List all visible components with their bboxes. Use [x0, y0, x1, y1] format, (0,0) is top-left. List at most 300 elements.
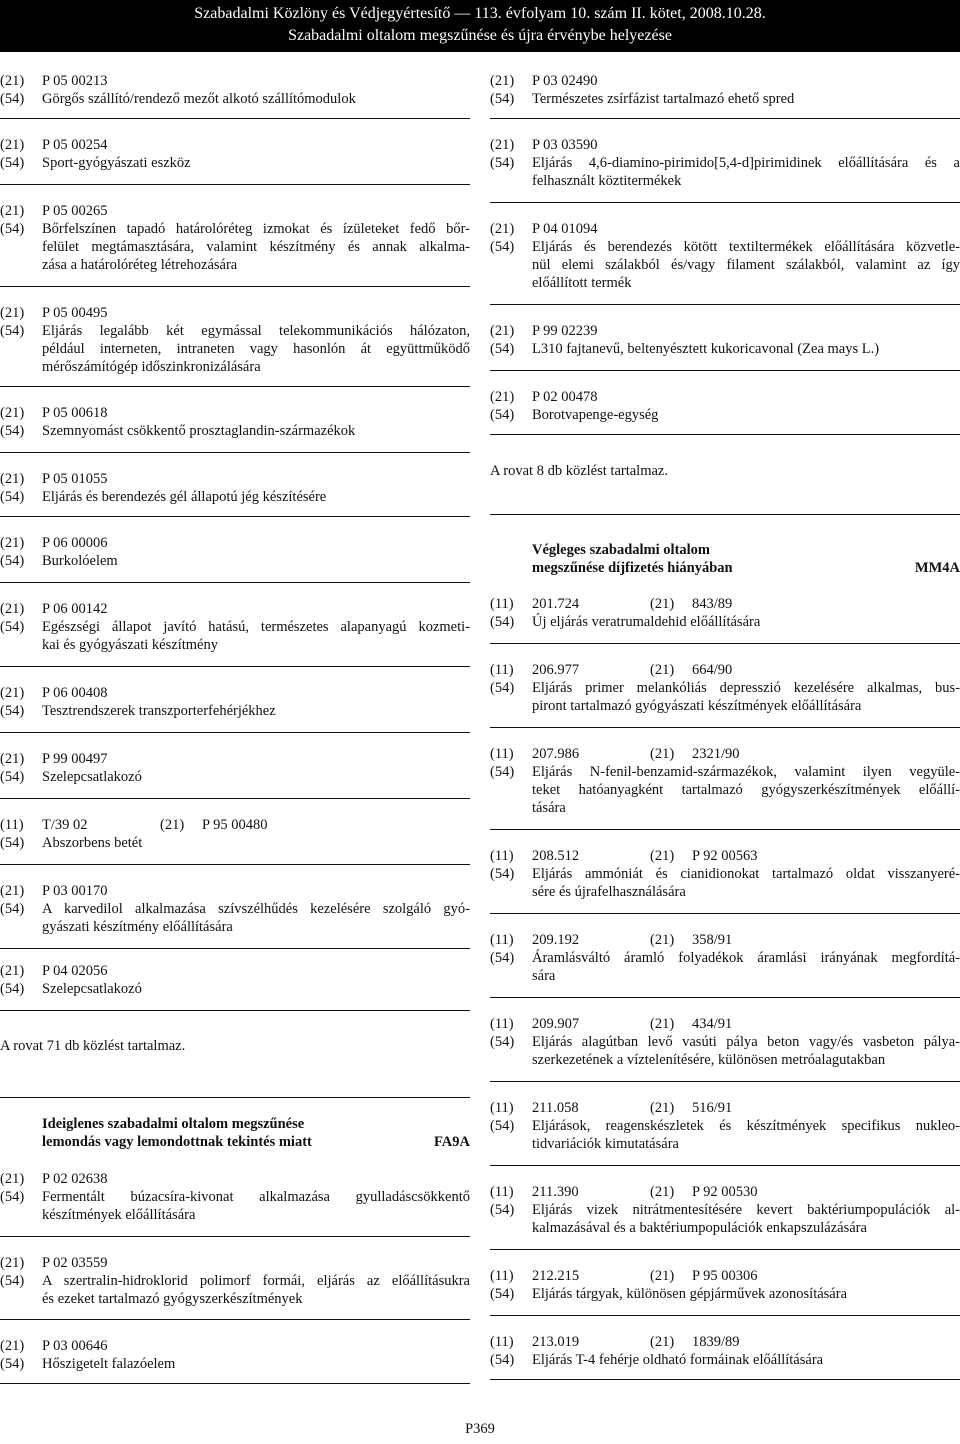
application-number: 358/91 [692, 932, 733, 948]
entry-title-line [0, 980, 470, 998]
entry-title: L310 fajtanevű, beltenyésztett kukoricavonal (Zea mays L.) [532, 341, 880, 357]
divider-line [0, 1383, 470, 1384]
code-11: (11) [0, 817, 24, 833]
entry-title: Szelepcsatlakozó [42, 981, 142, 997]
code-spacer [490, 256, 532, 274]
patent-entry [0, 304, 470, 376]
code-21: (21) [0, 685, 25, 701]
divider-line [490, 1081, 960, 1082]
entry-title: Áramlásváltó áramló folyadékok áramlási irányának megfordítá- [532, 950, 960, 966]
entry-title: Eljárás 4,6-diamino-pirimido[5,4-d]pirimidinek előállítására és a [532, 155, 960, 171]
code-54: (54) [0, 155, 25, 171]
code-21: (21) [490, 137, 515, 153]
entry-number-line [0, 684, 470, 702]
entry-title-line [0, 768, 470, 786]
application-number: P 95 00480 [202, 817, 268, 833]
patent-entry [490, 1267, 960, 1303]
code-spacer [490, 1219, 532, 1237]
divider-line [490, 643, 960, 644]
entry-title-line [490, 406, 960, 424]
section-heading-line: megszűnése díjfizetés hiányában [532, 560, 733, 576]
entry-title-line [490, 781, 960, 799]
code-11: (11) [490, 1268, 514, 1284]
application-number: P 95 00306 [692, 1268, 758, 1284]
divider-line [490, 304, 960, 305]
divider-line [0, 1319, 470, 1320]
entry-title: Hőszigetelt falazóelem [42, 1356, 176, 1372]
entry-title: Eljárás alagútban levő vasúti pálya beton vagy/és vasbeton pálya- [532, 1034, 960, 1050]
divider-line [490, 1379, 960, 1380]
entry-title-line [490, 1201, 960, 1219]
code-21: (21) [490, 323, 515, 339]
patent-entry [490, 1183, 960, 1237]
entry-title-line [0, 900, 470, 918]
code-21: (21) [650, 746, 675, 762]
application-number: P 06 00142 [42, 601, 108, 617]
entry-title-line [490, 256, 960, 274]
patent-entry [490, 1333, 960, 1369]
entry-title-line [0, 834, 470, 852]
code-11: (11) [490, 1334, 514, 1350]
entry-number-line [490, 1333, 960, 1351]
divider-line [490, 1315, 960, 1316]
patent-entry [490, 745, 960, 817]
patent-entry [0, 72, 470, 108]
section-heading [0, 1115, 470, 1151]
application-number: P 05 00254 [42, 137, 108, 153]
patent-entry [490, 136, 960, 190]
application-number: P 06 00408 [42, 685, 108, 701]
entry-title: felhasznált köztitermékek [532, 173, 682, 189]
entry-title-line [490, 274, 960, 292]
code-21: (21) [0, 203, 25, 219]
entry-title-line [490, 679, 960, 697]
patent-entry [0, 882, 470, 936]
divider-line [490, 118, 960, 119]
code-21: (21) [650, 1334, 675, 1350]
entry-number-line [0, 304, 470, 322]
entry-title: Eljárás legalább két egymással telekommunikációs hálózaton, [42, 323, 470, 339]
application-number: P 03 02490 [532, 73, 598, 89]
patent-entry [490, 1015, 960, 1069]
divider-line [490, 202, 960, 203]
application-number: 1839/89 [692, 1334, 740, 1350]
code-54: (54) [0, 423, 25, 439]
page-header [0, 0, 960, 52]
code-54: (54) [490, 407, 515, 423]
code-spacer [0, 340, 42, 358]
journal-title: Szabadalmi Közlöny és Védjegyértesítő — 113. évfolyam 10. szám II. kötet, 2008.10.28. [194, 5, 766, 22]
entry-title: előállított termék [532, 275, 632, 291]
application-number: 2321/90 [692, 746, 740, 762]
entry-title-line [490, 799, 960, 817]
application-number: P 05 00618 [42, 405, 108, 421]
entry-title: például interneten, intraneten vagy hasonlón át együttműködő [42, 341, 470, 357]
entry-number-line [490, 1183, 960, 1201]
code-54: (54) [490, 1286, 515, 1302]
entry-title-line [0, 702, 470, 720]
code-spacer [490, 967, 532, 985]
divider-line [490, 1165, 960, 1166]
entry-title-line [0, 322, 470, 340]
code-21: (21) [0, 1171, 25, 1187]
code-54: (54) [490, 1118, 515, 1134]
divider-line [0, 516, 470, 517]
entry-number-line [0, 750, 470, 768]
code-spacer [0, 1290, 42, 1308]
code-spacer [490, 274, 532, 292]
code-spacer [490, 697, 532, 715]
entry-title: kai és gyógyászati készítmény [42, 637, 218, 653]
entry-number-line [490, 322, 960, 340]
entry-title-line [490, 1135, 960, 1153]
code-spacer [0, 358, 42, 376]
entry-title-line [0, 488, 470, 506]
entry-title: zása a határolóréteg létrehozására [42, 257, 238, 273]
entry-number-line [0, 72, 470, 90]
entry-title-line [490, 1051, 960, 1069]
code-54: (54) [490, 239, 515, 255]
divider-line [0, 798, 470, 799]
code-21: (21) [650, 1100, 675, 1116]
divider-line [0, 1097, 470, 1098]
application-number: 843/89 [692, 596, 733, 612]
code-21: (21) [0, 1255, 25, 1271]
entry-title-line [490, 883, 960, 901]
patent-entry [0, 202, 470, 274]
entry-title: sére és újrafelhasználására [532, 884, 686, 900]
divider-line [490, 434, 960, 435]
code-54: (54) [0, 553, 25, 569]
code-54: (54) [490, 950, 515, 966]
section-heading-line: lemondás vagy lemondottnak tekintés miatt [42, 1134, 312, 1150]
entry-title: Szemnyomást csökkentő prosztaglandin-származékok [42, 423, 356, 439]
entry-title: tására [532, 800, 566, 816]
entry-title: sára [532, 968, 556, 984]
patent-entry [0, 1170, 470, 1224]
section-heading-line: Végleges szabadalmi oltalom [532, 542, 711, 558]
entry-title-line [490, 1285, 960, 1303]
patent-entry [0, 816, 470, 852]
code-21: (21) [0, 405, 25, 421]
code-54: (54) [0, 981, 25, 997]
divider-line [490, 370, 960, 371]
code-spacer [0, 256, 42, 274]
entry-number-line [0, 600, 470, 618]
code-21: (21) [0, 471, 25, 487]
entry-title-line [0, 1290, 470, 1308]
entry-title: Fermentált búzacsíra-kivonat alkalmazása gyulladáscsökkentő [42, 1189, 470, 1205]
code-54: (54) [0, 703, 25, 719]
entry-title: Szelepcsatlakozó [42, 769, 142, 785]
divider-line [490, 1249, 960, 1250]
code-54: (54) [490, 866, 515, 882]
entry-title-line [0, 358, 470, 376]
divider-line [490, 514, 960, 515]
entry-title: Tesztrendszerek transzporterfehérjékhez [42, 703, 276, 719]
application-number: P 02 02638 [42, 1171, 108, 1187]
application-number: 516/91 [692, 1100, 733, 1116]
entry-number-line [490, 1015, 960, 1033]
code-54: (54) [0, 619, 25, 635]
patent-entry [490, 220, 960, 292]
entry-number-line [0, 470, 470, 488]
entry-number-line [490, 136, 960, 154]
entry-title-line [490, 90, 960, 108]
entry-title: Eljárás ammóniát és cianidionokat tartalmazó oldat visszanyeré- [532, 866, 960, 882]
code-54: (54) [490, 1352, 515, 1368]
patent-entry [490, 322, 960, 358]
entry-title-line [490, 865, 960, 883]
code-11: (11) [490, 746, 514, 762]
entry-title: Új eljárás veratrumaldehid előállítására [532, 614, 761, 630]
divider-line [0, 864, 470, 865]
divider-line [490, 727, 960, 728]
code-21: (21) [650, 1268, 675, 1284]
code-11: (11) [490, 662, 514, 678]
entry-title-line [490, 949, 960, 967]
entry-number-line [0, 1254, 470, 1272]
application-number: P 03 03590 [532, 137, 598, 153]
divider-line [0, 732, 470, 733]
code-21: (21) [0, 601, 25, 617]
application-number: P 04 02056 [42, 963, 108, 979]
entry-title: Burkolóelem [42, 553, 118, 569]
application-number: P 05 00213 [42, 73, 108, 89]
application-number: P 99 02239 [532, 323, 598, 339]
code-21: (21) [0, 73, 25, 89]
code-54: (54) [490, 680, 515, 696]
section-title: Szabadalmi oltalom megszűnése és újra érvénybe helyezése [288, 27, 672, 44]
patent-entry [490, 1099, 960, 1153]
entry-title: gyászati készítmény előállítására [42, 919, 233, 935]
section-heading [490, 541, 960, 577]
application-number: P 92 00563 [692, 848, 758, 864]
patent-entry [0, 750, 470, 786]
section-code: FA9A [434, 1134, 470, 1150]
entry-title-line [490, 1219, 960, 1237]
code-spacer [0, 238, 42, 256]
patent-entry [490, 847, 960, 901]
entry-number-line [0, 534, 470, 552]
patent-entry [0, 404, 470, 440]
divider-line [490, 829, 960, 830]
code-21: (21) [650, 662, 675, 678]
code-21: (21) [650, 1016, 675, 1032]
entry-title-line [0, 154, 470, 172]
divider-line [0, 582, 470, 583]
entry-title-line [0, 340, 470, 358]
patent-number: 211.390 [532, 1184, 579, 1200]
patent-entry [0, 1337, 470, 1373]
divider-line [0, 1010, 470, 1011]
section-count-note: A rovat 71 db közlést tartalmaz. [0, 1038, 186, 1054]
application-number: P 02 00478 [532, 389, 598, 405]
application-number: P 05 01055 [42, 471, 108, 487]
page-number: P369 [465, 1421, 495, 1437]
application-number: P 04 01094 [532, 221, 598, 237]
patent-entry [0, 684, 470, 720]
patent-entry [490, 661, 960, 715]
entry-title-line [0, 422, 470, 440]
entry-title: Eljárás tárgyak, különösen gépjárművek azonosítására [532, 1286, 847, 1302]
code-54: (54) [490, 614, 515, 630]
entry-title-line [0, 1355, 470, 1373]
section-code: MM4A [914, 560, 960, 576]
entry-title-line [490, 1351, 960, 1369]
entry-number-line [0, 816, 470, 834]
entry-title-line [490, 1117, 960, 1135]
entry-title: felület megtámasztására, valamint készítmény és annak alkalma- [42, 239, 470, 255]
code-21: (21) [490, 221, 515, 237]
entry-title: Abszorbens betét [42, 835, 143, 851]
code-21: (21) [0, 535, 25, 551]
entry-number-line [490, 1099, 960, 1117]
code-54: (54) [0, 835, 25, 851]
entry-title-line [490, 340, 960, 358]
entry-title-line [490, 238, 960, 256]
entry-number-line [0, 404, 470, 422]
entry-title: készítmények előállítására [42, 1207, 196, 1223]
divider-line [490, 997, 960, 998]
entry-title: Természetes zsírfázist tartalmazó ehető spred [532, 91, 795, 107]
entry-number-line [0, 962, 470, 980]
entry-number-line [490, 595, 960, 613]
entry-title: Eljárások, reagenskészletek és készítmények specifikus nukleo- [532, 1118, 960, 1134]
entry-title: és ezeket tartalmazó gyógyszerkészítmények [42, 1291, 303, 1307]
code-54: (54) [490, 1034, 515, 1050]
entry-title-line [0, 918, 470, 936]
entry-number-line [0, 1337, 470, 1355]
application-number: 434/91 [692, 1016, 733, 1032]
divider-line [0, 386, 470, 387]
code-54: (54) [490, 91, 515, 107]
code-21: (21) [160, 817, 185, 833]
entry-title-line [490, 154, 960, 172]
divider-line [0, 666, 470, 667]
code-11: (11) [490, 1100, 514, 1116]
entry-title: piront tartalmazó gyógyászati készítmények előállítására [532, 698, 862, 714]
entry-title: Eljárás T-4 fehérje oldható formáinak előállítására [532, 1352, 824, 1368]
application-number: P 03 00646 [42, 1338, 108, 1354]
code-spacer [0, 636, 42, 654]
code-54: (54) [490, 1202, 515, 1218]
code-54: (54) [0, 769, 25, 785]
code-spacer [490, 1135, 532, 1153]
code-11: (11) [490, 848, 514, 864]
patent-entry [0, 470, 470, 506]
entry-number-line [0, 1170, 470, 1188]
entry-number-line [0, 882, 470, 900]
section-heading-line: Ideiglenes szabadalmi oltalom megszűnése [42, 1116, 305, 1132]
patent-entry [0, 534, 470, 570]
code-spacer [490, 781, 532, 799]
entry-title: Eljárás és berendezés kötött textiltermékek előállítására közvetle- [532, 239, 960, 255]
code-54: (54) [0, 1189, 25, 1205]
code-21: (21) [650, 848, 675, 864]
patent-number: 213.019 [532, 1334, 580, 1350]
entry-title: Borotvapenge-egység [532, 407, 659, 423]
patent-number: 212.215 [532, 1268, 580, 1284]
entry-title-line [0, 220, 470, 238]
entry-title: Sport-gyógyászati eszköz [42, 155, 191, 171]
application-number: P 05 00495 [42, 305, 108, 321]
patent-entry [490, 388, 960, 424]
code-54: (54) [0, 1273, 25, 1289]
application-number: P 99 00497 [42, 751, 108, 767]
entry-title: Eljárás vizek nitrátmentesítésére kevert baktériumpopulációk al- [532, 1202, 960, 1218]
code-21: (21) [0, 1338, 25, 1354]
entry-title: Egészségi állapot javító hatású, természetes alapanyagú kozmeti- [42, 619, 470, 635]
entry-title: Bőrfelszínen tapadó határolóréteg izmokat és ízületeket fedő bőr- [42, 221, 470, 237]
patent-number: 209.907 [532, 1016, 580, 1032]
entry-title: kalmazásával és a baktériumpopulációk enkapszulázására [532, 1220, 867, 1236]
entry-title-line [490, 967, 960, 985]
application-number: P 02 03559 [42, 1255, 108, 1271]
entry-number-line [490, 931, 960, 949]
code-54: (54) [0, 323, 25, 339]
code-21: (21) [650, 596, 675, 612]
entry-title-line [490, 613, 960, 631]
code-spacer [490, 883, 532, 901]
application-number: P 03 00170 [42, 883, 108, 899]
patent-number: 207.986 [532, 746, 580, 762]
code-54: (54) [0, 1356, 25, 1372]
code-11: (11) [490, 596, 514, 612]
patent-number: 211.058 [532, 1100, 579, 1116]
code-21: (21) [490, 73, 515, 89]
entry-number-line [0, 136, 470, 154]
code-54: (54) [0, 489, 25, 505]
patent-number: 206.977 [532, 662, 580, 678]
code-spacer [0, 1206, 42, 1224]
code-21: (21) [0, 751, 25, 767]
divider-line [0, 452, 470, 453]
code-54: (54) [0, 221, 25, 237]
divider-line [0, 948, 470, 949]
divider-line [490, 913, 960, 914]
code-21: (21) [490, 389, 515, 405]
patent-entry [0, 600, 470, 654]
patent-entry [490, 595, 960, 631]
entry-title-line [0, 1188, 470, 1206]
application-number: P 92 00530 [692, 1184, 758, 1200]
code-21: (21) [0, 883, 25, 899]
entry-title-line [0, 238, 470, 256]
entry-title-line [0, 90, 470, 108]
entry-title: mérőszámítógép időszinkronizálására [42, 359, 261, 375]
entry-title-line [0, 256, 470, 274]
entry-title: Eljárás és berendezés gél állapotú jég készítésére [42, 489, 327, 505]
entry-title-line [0, 636, 470, 654]
entry-number-line [490, 847, 960, 865]
patent-entry [490, 931, 960, 985]
entry-title-line [490, 172, 960, 190]
entry-number-line [490, 388, 960, 406]
code-21: (21) [0, 963, 25, 979]
code-spacer [490, 799, 532, 817]
patent-entry [490, 72, 960, 108]
entry-title-line [490, 763, 960, 781]
application-number: P 06 00006 [42, 535, 108, 551]
entry-number-line [490, 661, 960, 679]
code-11: (11) [490, 1184, 514, 1200]
entry-number-line [490, 745, 960, 763]
patent-number: 208.512 [532, 848, 580, 864]
entry-title-line [0, 1272, 470, 1290]
entry-title-line [490, 1033, 960, 1051]
entry-number-line [490, 72, 960, 90]
